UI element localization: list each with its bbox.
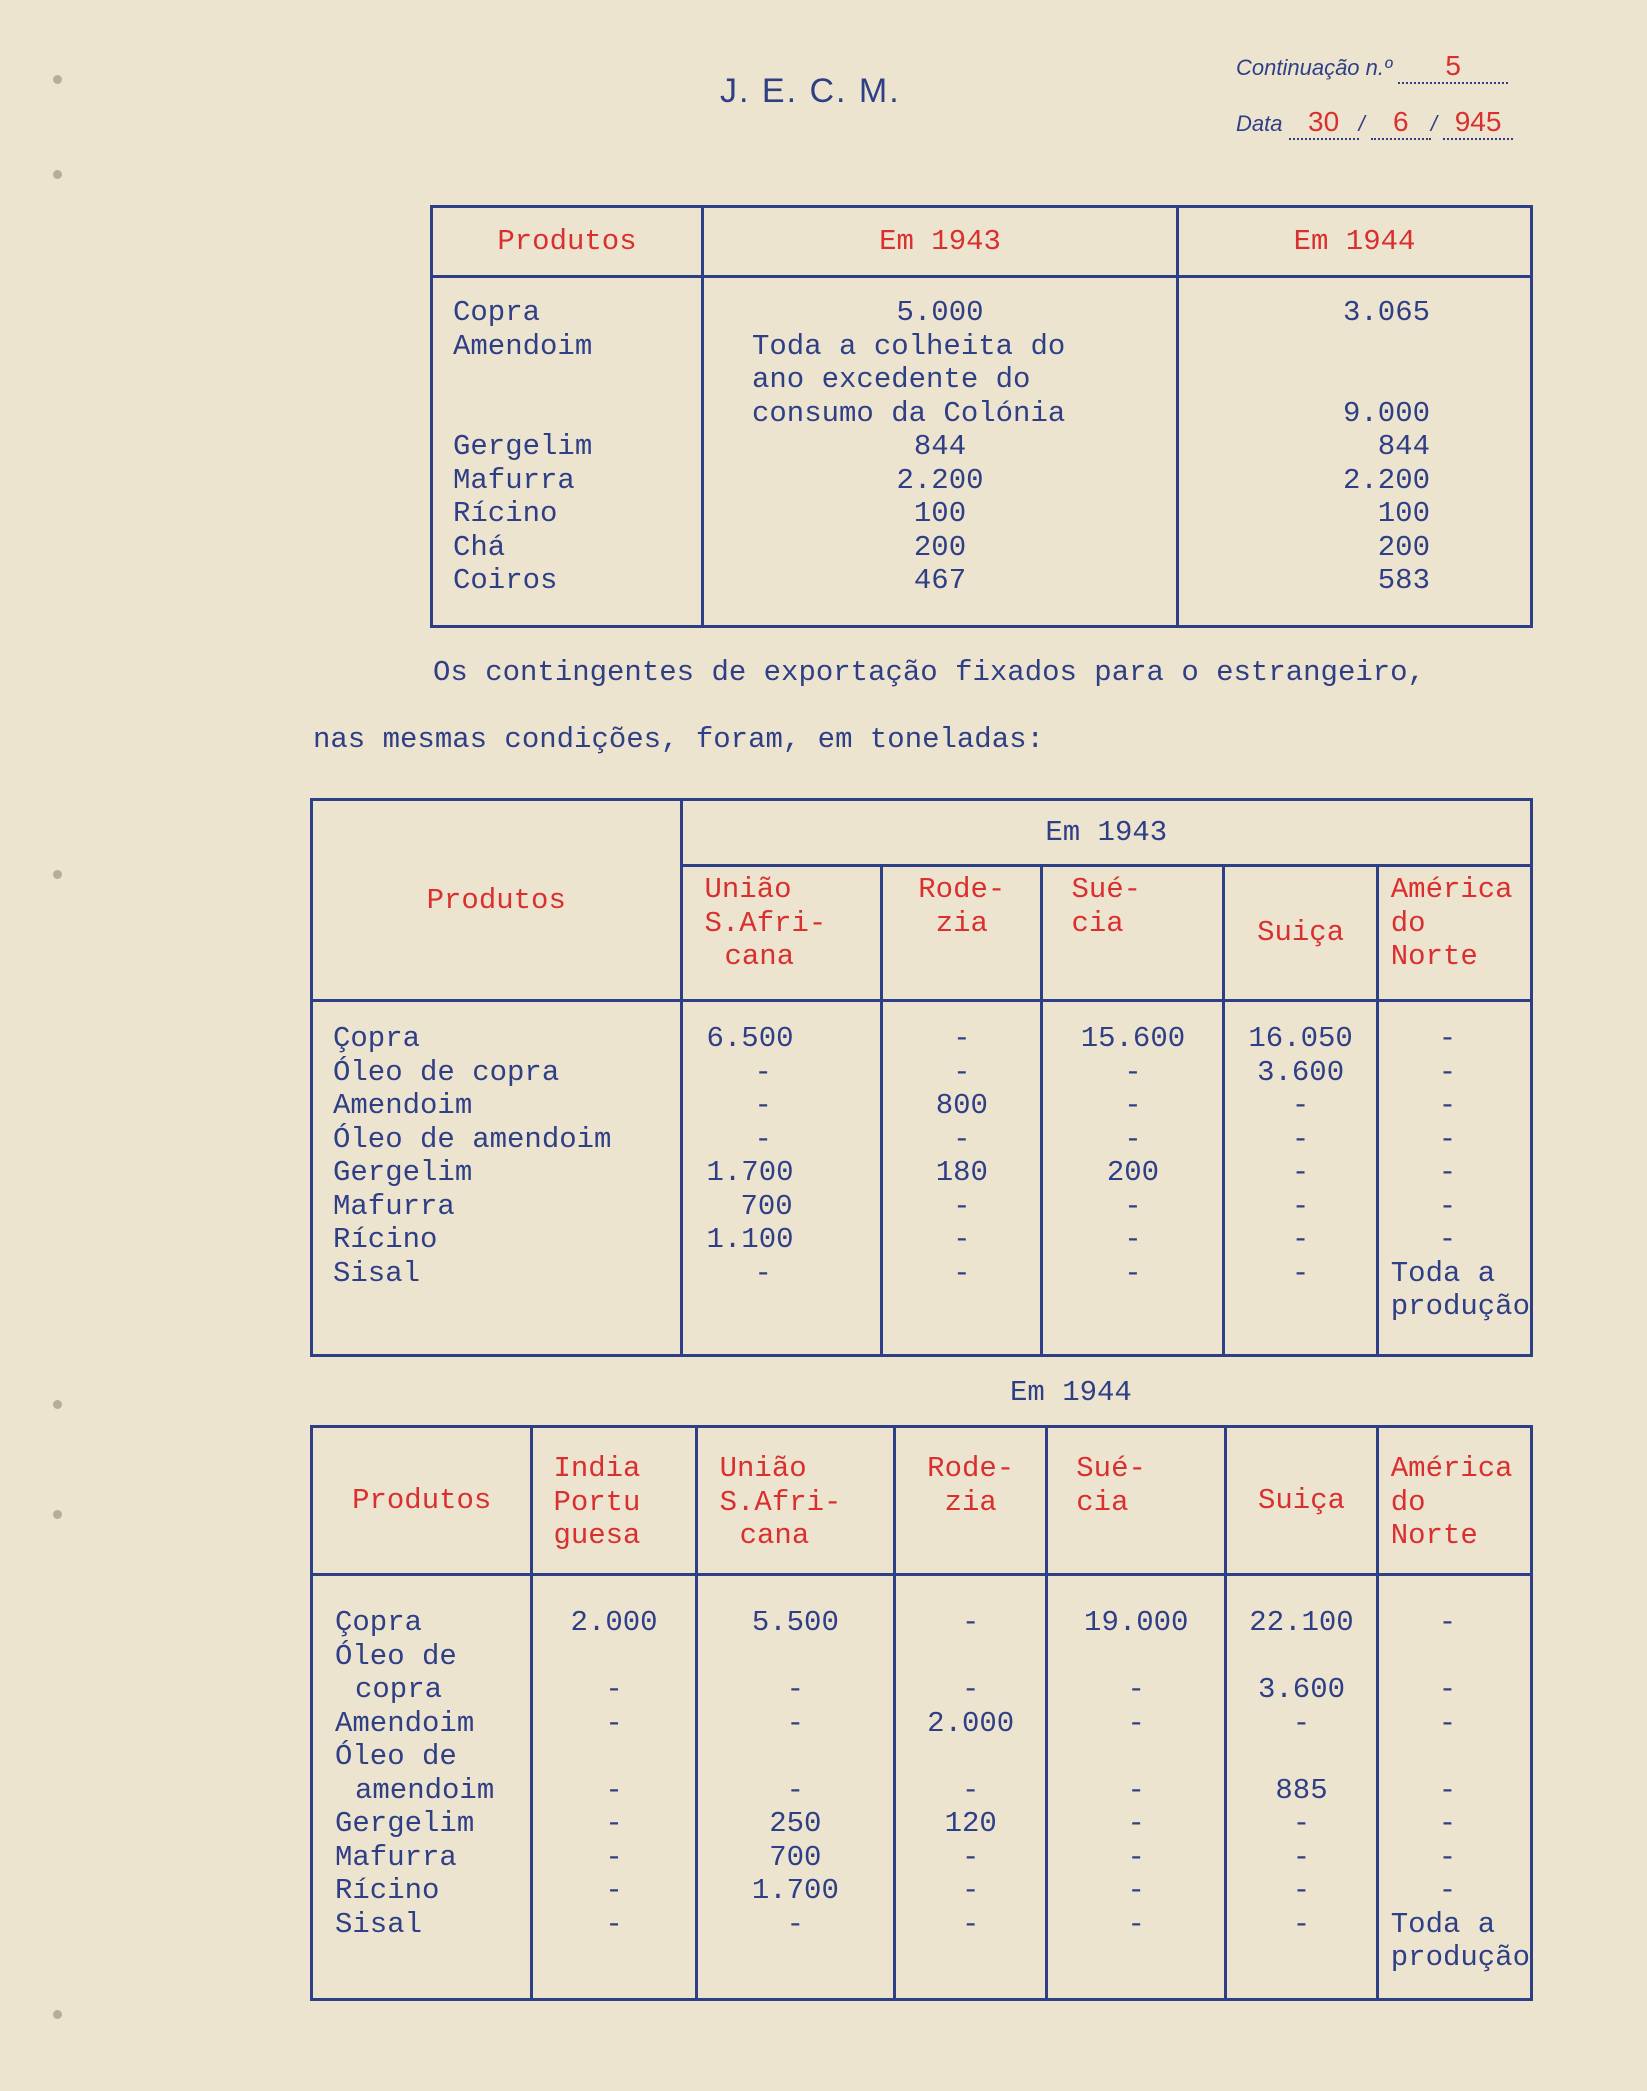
table2-product: Çopra bbox=[333, 1022, 421, 1055]
paragraph-line: nas mesmas condições, foram, em toneladas: bbox=[313, 723, 1044, 756]
table1-product: Mafurra bbox=[453, 463, 575, 497]
table1-product: Rícino bbox=[453, 497, 558, 530]
table1-value-1944: 100 bbox=[1377, 497, 1430, 530]
table3-header-america: América do Norte bbox=[1377, 1427, 1531, 1575]
binder-hole bbox=[53, 2010, 62, 2019]
table2-product: Óleo de amendoim bbox=[333, 1122, 612, 1156]
continuation-field bbox=[1236, 50, 1508, 84]
document-header-title: J. E. C. M. bbox=[720, 72, 901, 110]
table-domestic-export bbox=[430, 205, 1533, 628]
table1-product: Amendoim bbox=[453, 329, 593, 363]
date-month: 6 bbox=[1371, 106, 1431, 140]
table2-year-label: Em 1943 bbox=[681, 800, 1532, 866]
table2-rodezia-column: - - 800 - 180 - - - bbox=[882, 1001, 1042, 1356]
table1-product: Coiros bbox=[453, 564, 558, 597]
table3-uniao-column: 5.500 - - - 250 700 1.700 - bbox=[696, 1575, 894, 2000]
table1-value-1944 bbox=[1179, 363, 1430, 397]
binder-hole bbox=[53, 1510, 62, 1519]
table2-product: Amendoim bbox=[333, 1089, 473, 1122]
table1-products-column bbox=[432, 277, 703, 627]
table2-product: Mafurra bbox=[333, 1189, 455, 1223]
table3-header-rodezia: Rode- zia bbox=[895, 1427, 1047, 1575]
binder-hole bbox=[53, 870, 62, 879]
table1-product bbox=[453, 397, 701, 431]
table1-value-1944: 844 bbox=[1377, 430, 1430, 463]
continuation-label: Continuação n.º bbox=[1236, 55, 1393, 80]
date-year: 945 bbox=[1443, 106, 1513, 140]
table1-product: Chá bbox=[453, 530, 506, 564]
table3-suica-column: 22.100 3.600 - 885 - - - - bbox=[1226, 1575, 1378, 2000]
table1-value-1944: 3.065 bbox=[1342, 296, 1430, 329]
table-foreign-1943 bbox=[310, 798, 1533, 1357]
table2-header-uniao: União S.Afri- cana bbox=[681, 866, 882, 1001]
table3-header-suica: Suiça bbox=[1226, 1427, 1378, 1575]
table1-header-1944: Em 1944 bbox=[1178, 207, 1532, 277]
table3-india-column: 2.000 - - - - - - - bbox=[532, 1575, 696, 2000]
table2-product: Sisal bbox=[333, 1256, 421, 1290]
table1-value-1944: 2.200 bbox=[1342, 463, 1430, 497]
table2-header-suecia: Sué- cia bbox=[1042, 866, 1224, 1001]
table1-value-1943: ano excedente do bbox=[752, 363, 1031, 396]
table2-product: Gergelim bbox=[333, 1156, 473, 1189]
table2-products-column bbox=[312, 1001, 682, 1356]
table3-america-column: - - - - - - - Toda a produção bbox=[1377, 1575, 1531, 2000]
table1-value-1944: 200 bbox=[1377, 530, 1430, 564]
table2-header-rodezia: Rode- zia bbox=[882, 866, 1042, 1001]
table1-value-1944: 583 bbox=[1377, 564, 1430, 597]
table2-header-produtos: Produtos bbox=[312, 800, 682, 1001]
table1-1944-column bbox=[1178, 277, 1532, 627]
date-label: Data bbox=[1236, 111, 1283, 136]
binder-hole bbox=[53, 170, 62, 179]
table1-product: Copra bbox=[453, 296, 541, 329]
date-day: 30 bbox=[1289, 106, 1359, 140]
table1-product: Gergelim bbox=[453, 430, 593, 463]
table3-header-uniao: União S.Afri- cana bbox=[696, 1427, 894, 1575]
table2-suecia-column: 15.600 - - - 200 - - - bbox=[1042, 1001, 1224, 1356]
table1-value-1943: 844 bbox=[913, 430, 967, 463]
table1-value-1943: 2.200 bbox=[896, 463, 984, 497]
table3-header-produtos: Produtos bbox=[312, 1427, 532, 1575]
table2-header-america: América do Norte bbox=[1377, 866, 1531, 1001]
table3-header-india: India Portu guesa bbox=[532, 1427, 696, 1575]
table1-product bbox=[453, 363, 701, 397]
table1-header-produtos: Produtos bbox=[432, 207, 703, 277]
table2-america-column: - - - - - - - Toda a produção bbox=[1377, 1001, 1531, 1356]
table1-1943-column bbox=[703, 277, 1178, 627]
table3-header-suecia: Sué- cia bbox=[1047, 1427, 1226, 1575]
table1-value-1943: 200 bbox=[913, 530, 967, 564]
table2-product: Óleo de copra bbox=[333, 1055, 560, 1089]
table1-value-1943: 5.000 bbox=[896, 296, 984, 329]
table2-suica-column: 16.050 3.600 - - - - - - bbox=[1224, 1001, 1377, 1356]
table1-value-1943: 100 bbox=[913, 497, 967, 530]
table1-value-1943: consumo da Colónia bbox=[752, 396, 1066, 430]
table-foreign-1944 bbox=[310, 1425, 1533, 2001]
table1-value-1943: 467 bbox=[913, 564, 967, 597]
table1-header-1943: Em 1943 bbox=[703, 207, 1178, 277]
table3-year-label: Em 1944 bbox=[1010, 1376, 1132, 1409]
table1-value-1943: Toda a colheita do bbox=[752, 329, 1066, 363]
table1-value-1944 bbox=[1179, 330, 1430, 364]
table2-header-suica: Suiça bbox=[1224, 866, 1377, 1001]
table3-suecia-column: 19.000 - - - - - - - bbox=[1047, 1575, 1226, 2000]
continuation-value: 5 bbox=[1398, 50, 1508, 84]
table2-uniao-column: 6.500 - - - 1.700 700 1.100 - bbox=[681, 1001, 882, 1356]
table1-value-1944: 9.000 bbox=[1342, 396, 1430, 430]
table3-rodezia-column: - - 2.000 - 120 - - - bbox=[895, 1575, 1047, 2000]
table3-products-column: Çopra Óleo de copra Amendoim Óleo de amendoim Gergelim Mafurra Rícino Sisal bbox=[312, 1575, 532, 2000]
binder-hole bbox=[53, 75, 62, 84]
table2-product: Rícino bbox=[333, 1223, 438, 1256]
binder-hole bbox=[53, 1400, 62, 1409]
paragraph-line: Os contingentes de exportação fixados para o estrangeiro, bbox=[433, 656, 1425, 689]
date-field: Data 30 / 6 / 945 bbox=[1236, 106, 1513, 140]
